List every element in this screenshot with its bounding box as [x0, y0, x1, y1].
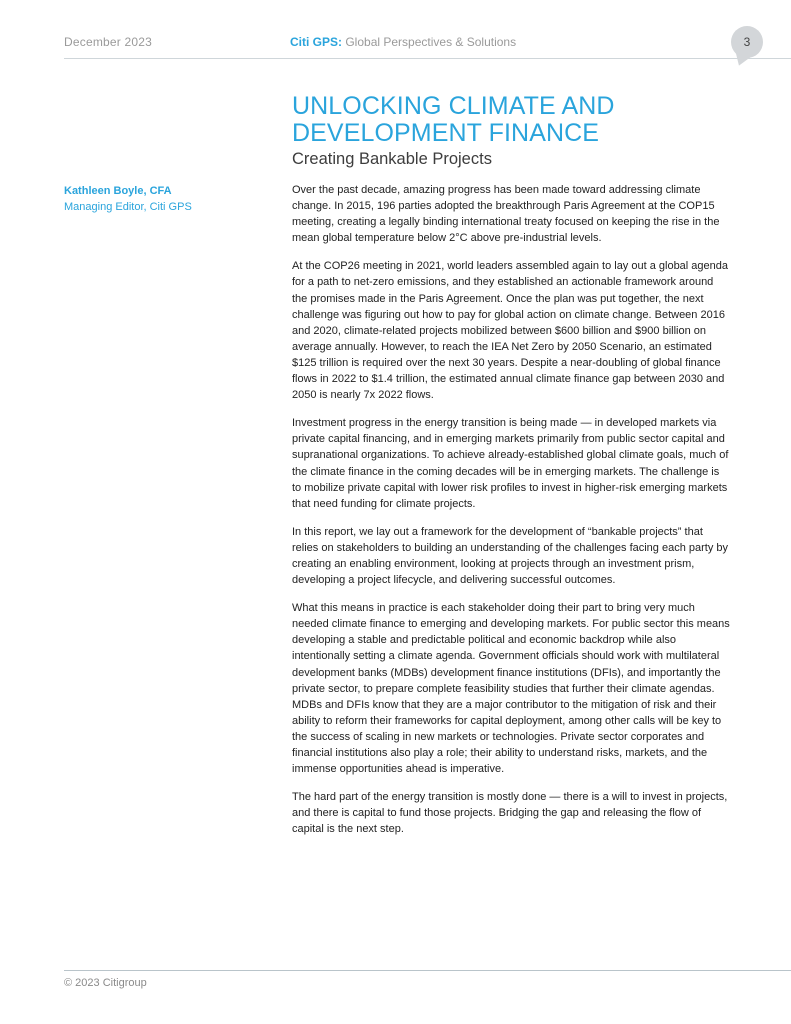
- paragraph: Over the past decade, amazing progress has been made toward addressing climate change. In 2015, 196 parties adopted the breakthrough Paris Agreement at the COP15 meeting, creating a legally binding international treaty focused on keeping the rise in the mean global temperature below 2°C above pre-industrial levels.: [292, 184, 720, 245]
- paragraph: The hard part of the energy transition is mostly done — there is a will to invest in projects, and there is capital to fund those projects. Bridging the gap and releasing the flow of capital is the next step.: [292, 791, 728, 836]
- paragraph: Investment progress in the energy transition is being made — in developed markets via private capital financing, and in emerging markets primarily from public sector capital and supranational organizations. To achieve already-established global climate goals, much of the climate finance in the coming decades will be in emerging markets. The challenge is to mobilize private capital with lower risk profiles to invest in higher-risk emerging markets that need funding for climate projects.: [292, 417, 729, 510]
- paragraph: In this report, we lay out a framework for the development of “bankable projects” that relies on stakeholders to building an understanding of the challenges facing each party by creating an enabling environment, looking at projects through an investment prism, developing a project lifecycle, and delivering successful outcomes.: [292, 525, 729, 587]
- header-date: December 2023: [64, 35, 152, 49]
- page-number-badge: 3: [731, 26, 763, 58]
- author-role: Managing Editor, Citi GPS: [64, 201, 192, 213]
- paragraph: What this means in practice is each stakeholder doing their part to bring very much needed climate finance to emerging and developing markets. For public sector this means developing a stable and predictable political and economic backdrop while also intentionally setting a climate agenda. Government officials should work with multilateral development banks (MDBs) development finance institutions (DFIs), and importantly the private sector, to prepare complete feasibility studies that further their climate agendas. MDBs and DFIs know that they are a major contributor to the mitigation of risk and their ability to reform their frameworks for capital deployment, among other calls will be key to the success of scaling in new markets or technologies. Private sector corporates and financial institutions also play a role; their ability to understand risks, markets, and the immense opportunities ahead is imperative.: [292, 602, 730, 776]
- author-block: [64, 183, 264, 215]
- page-title: UNLOCKING CLIMATE AND DEVELOPMENT FINANCE: [292, 92, 615, 147]
- brand-name: Citi GPS:: [290, 35, 343, 49]
- author-name: Kathleen Boyle, CFA: [64, 185, 172, 197]
- article-body: [292, 182, 730, 849]
- footer-divider: [64, 970, 791, 971]
- page-subtitle: Creating Bankable Projects: [292, 150, 492, 168]
- publication-subtitle: Global Perspectives & Solutions: [342, 35, 517, 49]
- header-divider: [64, 58, 791, 59]
- paragraph: At the COP26 meeting in 2021, world leaders assembled again to lay out a global agenda for a path to net-zero emissions, and they established an actionable framework around the promises made in the Paris Agreement. Once the plan was put together, the next challenge was figuring out how to pay for global action on climate change. Between 2016 and 2020, climate-related projects mobilized between $600 billion and $900 billion on average annually. However, to reach the IEA Net Zero by 2050 Scenario, an estimated $125 trillion is required over the next 30 years. Despite a near-doubling of global finance flows in 2022 to $1.4 trillion, the estimated annual climate finance gap between 2030 and 2050 is nearly 7x 2022 flows.: [292, 260, 729, 402]
- footer-copyright: © 2023 Citigroup: [64, 977, 147, 989]
- publication-name: [290, 35, 516, 49]
